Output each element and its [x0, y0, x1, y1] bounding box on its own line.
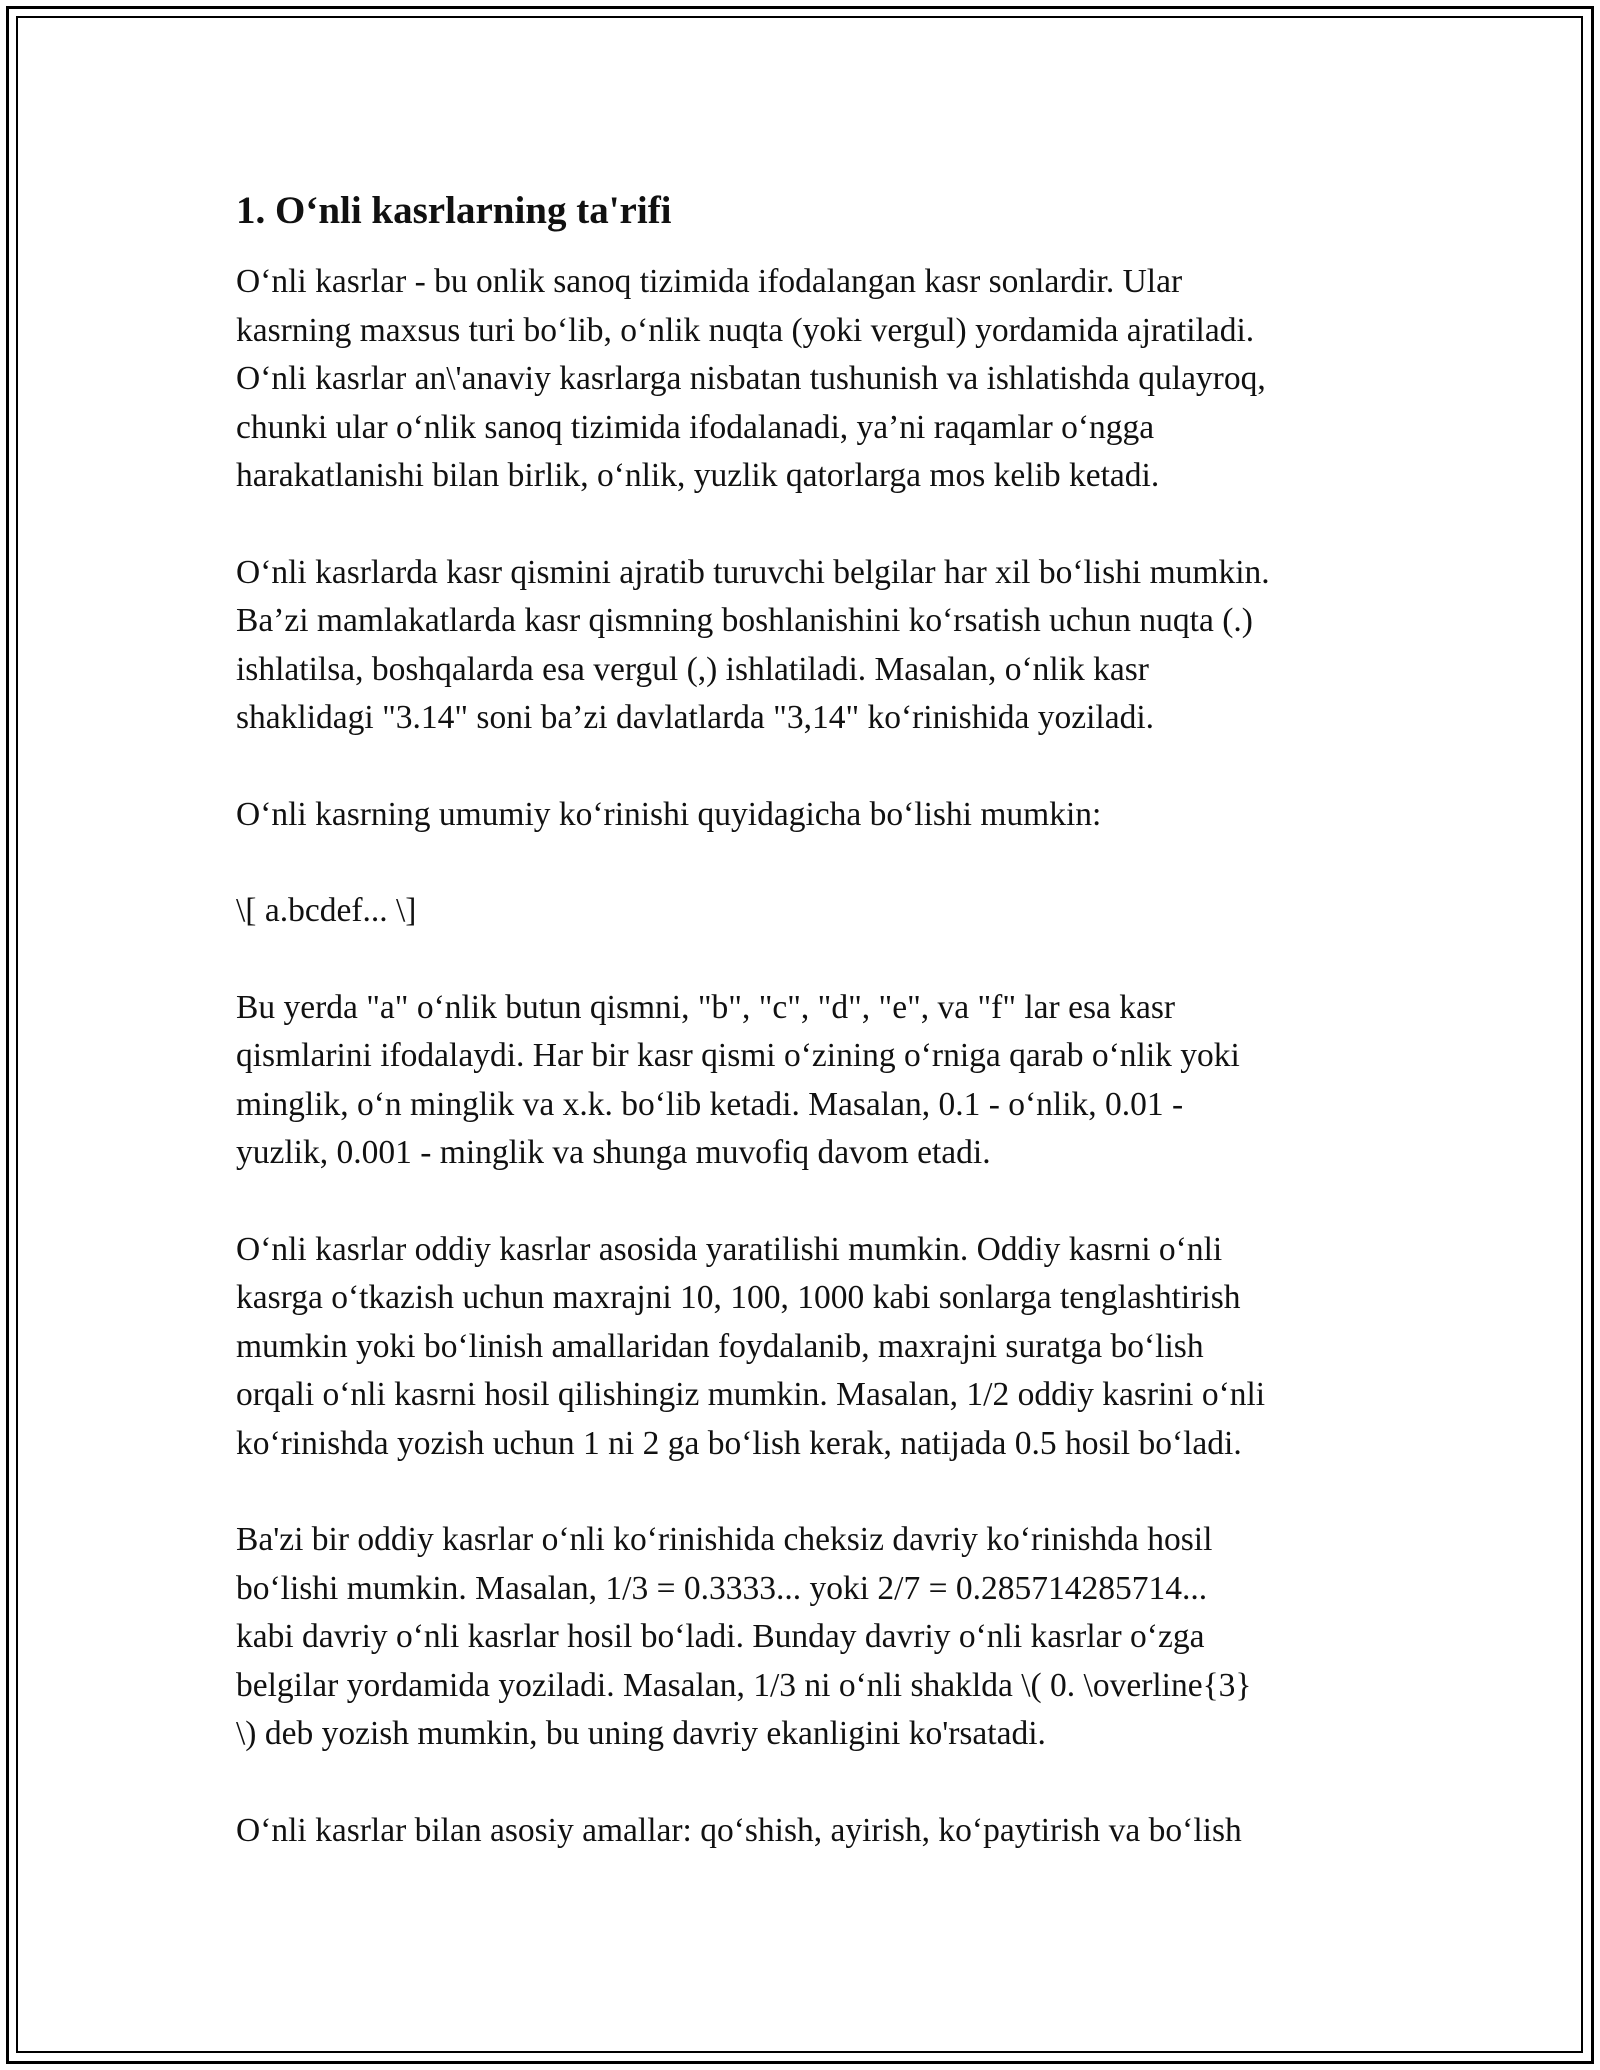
paragraph-operations: O‘nli kasrlar bilan asosiy amallar: qo‘shish, ayirish, ko‘paytirish va bo‘lish [236, 1811, 1242, 1849]
paragraph-repeating-decimals: Ba'zi bir oddiy kasrlar o‘nli ko‘rinishida cheksiz davriy ko‘rinishda hosil bo‘lishi mumkin. Masalan, 1/3 = 0.3333... yoki 2/7 = 0.285714285714... kabi davriy o‘nli kasrlar hosil bo‘ladi. Bunday davriy o‘nli kasrlar o‘zga belgilar yordamida yoziladi. Masalan, 1/3 ni o‘nli shaklda \( 0. \overline{3} \) deb yozish mumkin, bu uning davriy ekanligini ko'rsatadi. [236, 1521, 1252, 1752]
paragraph-general-form-intro: O‘nli kasrning umumiy ko‘rinishi quyidagicha bo‘lishi mumkin: [236, 795, 1102, 833]
formula-general-form: \[ a.bcdef... \] [236, 892, 417, 929]
section-heading: 1. O‘nli kasrlarning ta'rifi [236, 189, 672, 232]
paragraph-conversion: O‘nli kasrlar oddiy kasrlar asosida yaratilishi mumkin. Oddiy kasrni o‘nli kasrga o‘tkazish uchun maxrajni 10, 100, 1000 kabi sonlarga tenglashtirish mumkin yoki bo‘linish amallaridan foydalanib, maxrajni suratga bo‘lish orqali o‘nli kasrni hosil qilishingiz mumkin. Masalan, 1/2 oddiy kasrini o‘nli ko‘rinishda yozish uchun 1 ni 2 ga bo‘lish kerak, natijada 0.5 hosil bo‘ladi. [236, 1230, 1266, 1462]
paragraph-digit-places: Bu yerda "a" o‘nlik butun qismni, "b", "c", "d", "e", va "f" lar esa kasr qismlarini ifodalaydi. Har bir kasr qismi o‘zining o‘rniga qarab o‘nlik yoki minglik, o‘n minglik va x.k. bo‘lib ketadi. Masalan, 0.1 - o‘nlik, 0.01 - yuzlik, 0.001 - minglik va shunga muvofiq davom etadi. [236, 988, 1240, 1171]
paragraph-separators: O‘nli kasrlarda kasr qismini ajratib turuvchi belgilar har xil bo‘lishi mumkin. Ba’zi mamlakatlarda kasr qismning boshlanishini ko‘rsatish uchun nuqta (.) ishlatilsa, boshqalarda esa vergul (,) ishlatiladi. Masalan, o‘nlik kasr shaklidagi "3.14" soni ba’zi davlatlarda "3,14" ko‘rinishida yoziladi. [236, 553, 1270, 736]
document-body [236, 186, 1381, 1903]
paragraph-definition: O‘nli kasrlar - bu onlik sanoq tizimida ifodalangan kasr sonlardir. Ular kasrning maxsus turi bo‘lib, o‘nlik nuqta (yoki vergul) yordamida ajratiladi. O‘nli kasrlar an\'anaviy kasrlarga nisbatan tushunish va ishlatishda qulayroq, chunki ular o‘nlik sanoq tizimida ifodalanadi, ya’ni raqamlar o‘ngga harakatlanishi bilan birlik, o‘nlik, yuzlik qatorlarga mos kelib ketadi. [236, 263, 1266, 494]
